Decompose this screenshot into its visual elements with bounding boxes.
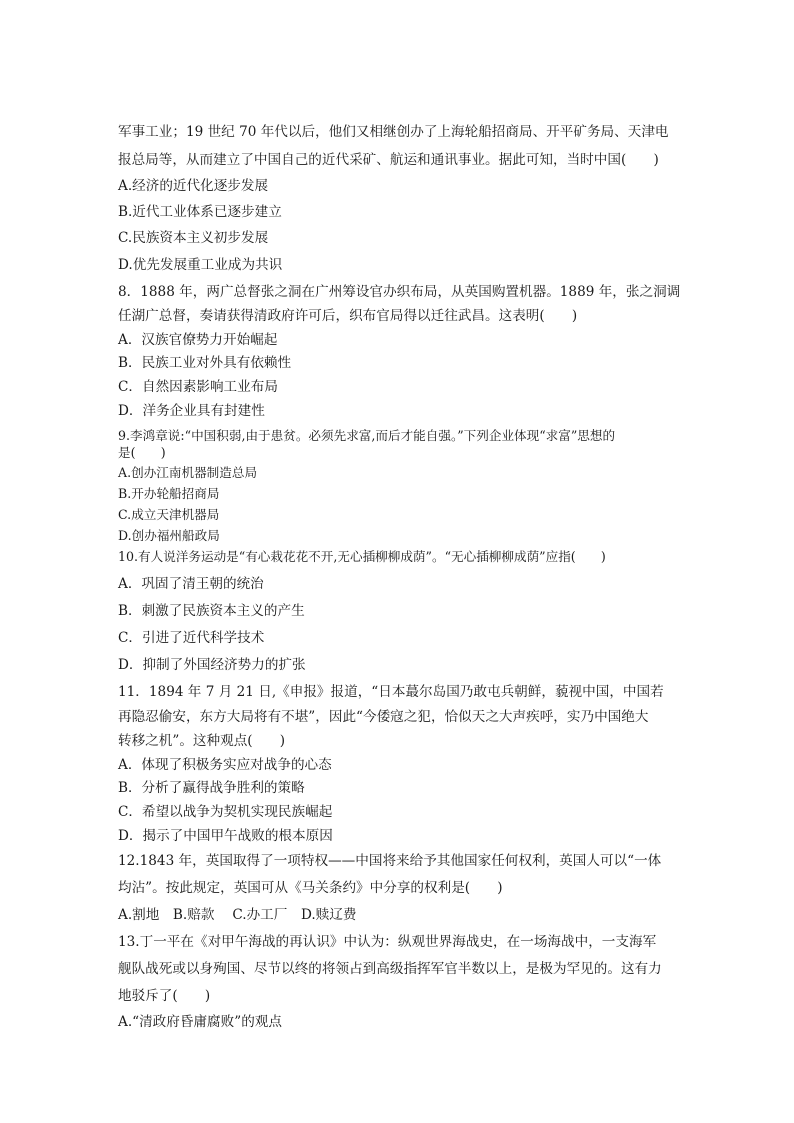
question-line: 13.丁一平在《对甲午海战的再认识》中认为：纵观世界海战史，在一场海战中，一支海军	[118, 934, 657, 950]
option-line: C．引进了近代科学技术	[118, 630, 265, 646]
option-line: A.经济的近代化逐步发展	[118, 178, 269, 194]
question-line: 11．1894 年 7 月 21 日,《申报》报道，“日本蕞尔岛国乃敢屯兵朝鲜，藐视中国，中国若	[118, 684, 664, 700]
text-line: 再隐忍偷安，东方大局将有不堪”，因此“今倭寇之犯，恰似天之大声疾呼，实乃中国绝大	[118, 709, 649, 725]
text-line: 报总局等，从而建立了中国自己的近代采矿、航运和通讯事业。据此可知，当时中国( )	[118, 152, 659, 168]
option-line: A．体现了积极务实应对战争的心态	[118, 757, 332, 773]
option-line: C．自然因素影响工业布局	[118, 379, 278, 395]
option-line: D．抑制了外国经济势力的扩张	[118, 657, 306, 673]
option-line: B.开办轮船招商局	[118, 486, 220, 501]
text-line: 均沾”。按此规定，英国可从《马关条约》中分享的权利是( )	[118, 880, 503, 896]
text-line: 舰队战死或以身殉国、尽节以终的将领占到高级指挥军官半数以上，是极为罕见的。这有力	[118, 961, 662, 977]
question-line: 10.有人说洋务运动是“有心栽花花不开,无心插柳柳成荫”。“无心插柳柳成荫”应指( )	[118, 549, 606, 564]
option-line: D．洋务企业具有封建性	[118, 403, 265, 419]
option-line: D.优先发展重工业成为共识	[118, 257, 283, 273]
option-line: B．刺激了民族资本主义的产生	[118, 603, 305, 619]
option-line: A．汉族官僚势力开始崛起	[118, 332, 278, 348]
option-line: B．分析了赢得战争胜利的策略	[118, 780, 305, 796]
text-line: 任湖广总督，奏请获得清政府许可后，织布官局得以迁往武昌。这表明( )	[118, 308, 578, 324]
option-line: A.“清政府昏庸腐败”的观点	[118, 1014, 282, 1030]
text-line: 军事工业；19 世纪 70 年代以后，他们又相继创办了上海轮船招商局、开平矿务局、天津电	[118, 124, 669, 140]
option-line: A．巩固了清王朝的统治	[118, 576, 264, 592]
option-line: C.成立天津机器局	[118, 507, 220, 522]
option-line: A.割地 B.赔款 C.办工厂 D.赎辽费	[118, 907, 357, 923]
question-line: 9.李鸿章说:“中国积弱,由于患贫。必须先求富,而后才能自强。”下列企业体现“求富”思想的	[118, 428, 616, 443]
option-line: B．民族工业对外具有依赖性	[118, 355, 292, 371]
text-line: 是( )	[118, 445, 166, 460]
option-line: A.创办江南机器制造总局	[118, 465, 258, 480]
option-line: C．希望以战争为契机实现民族崛起	[118, 804, 333, 820]
option-line: D．揭示了中国甲午战败的根本原因	[118, 828, 333, 844]
text-line: 转移之机”。这种观点( )	[118, 733, 286, 749]
option-line: C.民族资本主义初步发展	[118, 230, 269, 246]
option-line: D.创办福州船政局	[118, 528, 220, 543]
question-line: 12.1843 年，英国取得了一项特权——中国将来给予其他国家任何权利，英国人可以“一体	[118, 853, 662, 869]
question-line: 8．1888 年，两广总督张之洞在广州筹设官办织布局，从英国购置机器。1889 年，张之洞调	[118, 284, 681, 300]
option-line: B.近代工业体系已逐步建立	[118, 204, 282, 220]
text-line: 地驳斥了( )	[118, 988, 211, 1004]
